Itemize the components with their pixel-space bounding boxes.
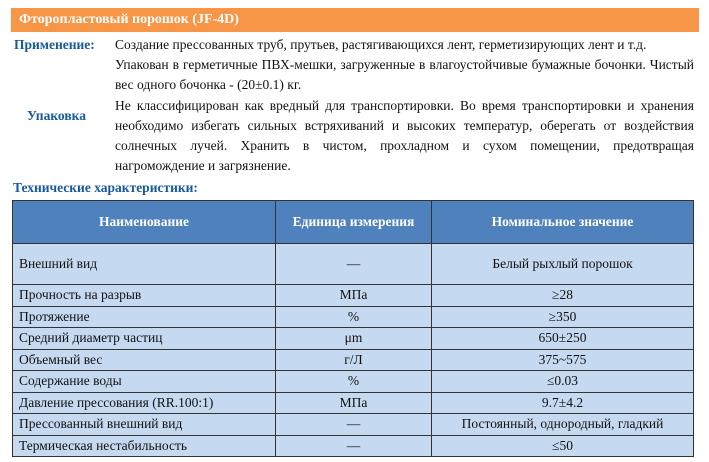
product-title: Фторопластовый порошок (JF-4D)	[11, 8, 699, 32]
row-unit: μm	[276, 328, 432, 350]
row-name: Объемный вес	[13, 349, 276, 371]
table-row	[13, 392, 694, 414]
row-value: Постоянный, однородный, гладкий	[432, 414, 694, 436]
row-name: Содержание воды	[13, 371, 276, 393]
row-name: Средний диаметр частиц	[13, 328, 276, 350]
packaging-section	[115, 55, 694, 177]
row-value: ≤50	[432, 435, 694, 457]
row-value: ≥350	[432, 306, 694, 328]
table-row	[13, 285, 694, 307]
row-unit: —	[276, 244, 432, 285]
handling-text: Не классифицирован как вредный для транспортировки. Во время транспортировки и хранения необходимо избегать сильных встряхиваний и высоких температур, оберегать от воздействия солнечных лучей. Хранить в чистом, прохладном и сухом помещении, предотвращая нагромождение и загрязнение.	[115, 97, 694, 174]
header-name: Наименование	[13, 201, 276, 244]
row-value: ≤0.03	[432, 371, 694, 393]
row-name: Внешний вид	[13, 244, 276, 285]
row-unit: %	[276, 306, 432, 328]
table-row	[13, 371, 694, 393]
table-header-row	[13, 201, 694, 244]
header-unit: Единица измерения	[276, 201, 432, 244]
row-value: 9.7±4.2	[432, 392, 694, 414]
row-name: Прессованный внешний вид	[13, 414, 276, 436]
table-row	[13, 328, 694, 350]
row-value: ≥28	[432, 285, 694, 307]
packaging-text: Упакован в герметичные ПВХ-мешки, загруженные в влагоустойчивые бумажные бочонки. Чистый вес одного бочонка - (20±0.1) кг.	[115, 57, 694, 93]
row-name: Протяжение	[13, 306, 276, 328]
row-value: 375~575	[432, 349, 694, 371]
row-unit: —	[276, 435, 432, 457]
header-value: Номинальное значение	[432, 201, 694, 244]
row-name: Термическая нестабильность	[13, 435, 276, 457]
row-unit: г/Л	[276, 349, 432, 371]
table-row	[13, 435, 694, 457]
table-row	[13, 349, 694, 371]
row-unit: %	[276, 371, 432, 393]
row-name: Давление прессования (RR.100:1)	[13, 392, 276, 414]
table-row	[13, 414, 694, 436]
usage-text: Создание прессованных труб, прутьев, растягивающихся лент, герметизирующих лент и т.д.	[115, 37, 647, 52]
packaging-label: Упаковка	[27, 108, 86, 123]
row-unit: МПа	[276, 392, 432, 414]
specs-heading: Технические характеристики:	[13, 180, 198, 195]
row-unit: МПа	[276, 285, 432, 307]
row-value: 650±250	[432, 328, 694, 350]
usage-label: Применение:	[14, 37, 95, 52]
row-name: Прочность на разрыв	[13, 285, 276, 307]
specs-table	[12, 200, 694, 457]
row-unit: —	[276, 414, 432, 436]
table-row	[13, 306, 694, 328]
row-value: Белый рыхлый порошок	[432, 244, 694, 285]
table-row	[13, 244, 694, 285]
